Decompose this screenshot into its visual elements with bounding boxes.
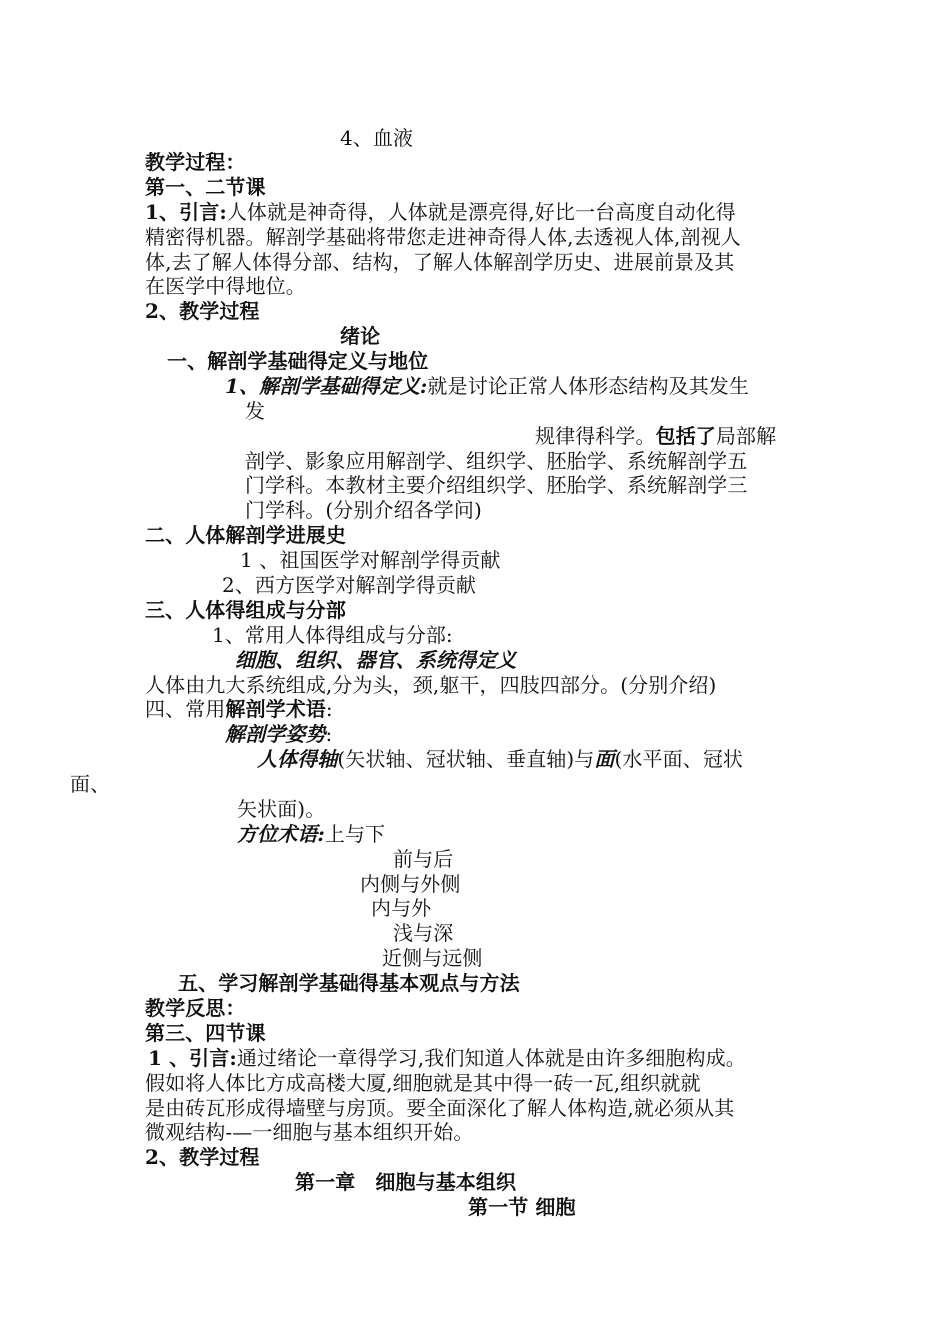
sec4-heading-post: :: [325, 697, 333, 721]
def-line4: 剖学、影象应用解剖学、组织学、胚胎学、系统解剖学五: [245, 449, 748, 473]
reflection-heading: 教学反思：: [145, 996, 246, 1020]
posture-colon: :: [325, 722, 333, 746]
lesson-1-2-heading: 第一、二节课: [145, 175, 266, 199]
posture-line: [225, 722, 332, 747]
def-line3-post: 局部解: [715, 424, 777, 448]
direction-5: 浅与深: [393, 921, 454, 945]
direction-1: 上与下: [324, 822, 386, 846]
def-line5: 门学科。本教材主要介绍组织学、胚胎学、系统解剖学三: [245, 473, 748, 497]
intro2-line2: 假如将人体比方成高楼大厦,细胞就是其中得一砖一瓦,组织就就: [145, 1071, 701, 1095]
def-line3-pre: 规律得科学。: [535, 424, 656, 448]
intro1-line2: 精密得机器。解剖学基础将带您走进神奇得人体,去透视人体,剖视人: [145, 225, 741, 249]
sec2-item2: 2、西方医学对解剖学得贡献: [222, 573, 477, 597]
sec3-body-text: 人体由九大系统组成,分为头，颈,躯干，四肢四部分。(分别介绍): [145, 673, 717, 697]
sec3-item1: 1、常用人体得组成与分部:: [212, 623, 453, 647]
intro1-line4: 在医学中得地位。: [145, 274, 306, 298]
def-line3: [535, 424, 776, 449]
intro1-text: 人体就是神奇得，人体就是漂亮得,好比一台高度自动化得: [226, 200, 736, 224]
plane-wrap: 面、: [70, 772, 111, 796]
process2-heading-b: 2、教学过程: [145, 1145, 260, 1169]
sec4-heading-pre: 四、常用: [145, 697, 226, 721]
sec3-definitions: 细胞、组织、器官、系统得定义: [235, 648, 517, 672]
intro1-line3: 体,去了解人体得分部、结构，了解人体解剖学历史、进展前景及其: [145, 250, 735, 274]
def-line3-bold: 包括了: [655, 424, 716, 448]
blood-item: 4、血液: [340, 126, 414, 150]
posture-label: 解剖学姿势: [225, 722, 326, 746]
intro2-line1: [148, 1046, 746, 1071]
sec5-heading: 五、学习解剖学基础得基本观点与方法: [178, 971, 520, 995]
direction-4: 内与外: [371, 896, 432, 920]
intro2-line4: 微观结构-—一细胞与基本组织开始。: [145, 1120, 474, 1144]
intro2-label: 1 、引言:: [148, 1046, 237, 1070]
axis-plane-line: [257, 747, 743, 772]
sec2-item1: 1 、祖国医学对解剖学得贡献: [240, 548, 501, 572]
teaching-process-heading: 教学过程：: [145, 150, 246, 174]
direction-label: 方位术语:: [237, 822, 325, 846]
sec2-heading: 二、人体解剖学进展史: [145, 523, 346, 547]
sec4-heading-bold: 解剖学术语: [225, 697, 326, 721]
intro2-line3: 是由砖瓦形成得墙壁与房顶。要全面深化了解人体构造,就必须从其: [145, 1096, 735, 1120]
def-line1: [225, 374, 749, 399]
intro1-line1: [145, 200, 736, 225]
lesson-3-4-heading: 第三、四节课: [145, 1021, 266, 1045]
direction-3: 内侧与外侧: [360, 872, 461, 896]
plane-label: 面: [594, 747, 615, 771]
intro-title: 绪论: [340, 324, 381, 348]
axis-text: (矢状轴、冠状轴、垂直轴)与: [337, 747, 595, 771]
process2-heading-a: 2、教学过程: [145, 299, 260, 323]
def-text: 就是讨论正常人体形态结构及其发生: [427, 374, 750, 398]
plane-text: (水平面、冠状: [614, 747, 744, 771]
direction-2: 前与后: [393, 847, 454, 871]
sec3-heading: 三、人体得组成与分部: [145, 598, 346, 622]
sec4-heading: [145, 697, 333, 722]
plane-end: 矢状面)。: [237, 797, 326, 821]
def-line6: 门学科。(分别介绍各学问): [245, 498, 482, 522]
intro2-text: 通过绪论一章得学习,我们知道人体就是由许多细胞构成。: [236, 1046, 746, 1070]
direction-6: 近侧与远侧: [382, 946, 483, 970]
def-label: 1、解剖学基础得定义:: [225, 374, 428, 398]
sec1-heading: 一、解剖学基础得定义与地位: [167, 349, 429, 373]
section1-title: 第一节 细胞: [468, 1195, 576, 1219]
def-line2: 发: [245, 399, 266, 423]
chapter1-title: 第一章 细胞与基本组织: [295, 1170, 517, 1194]
intro1-label: 1、引言:: [145, 200, 227, 224]
axis-label: 人体得轴: [257, 747, 338, 771]
direction-line: [237, 822, 385, 847]
